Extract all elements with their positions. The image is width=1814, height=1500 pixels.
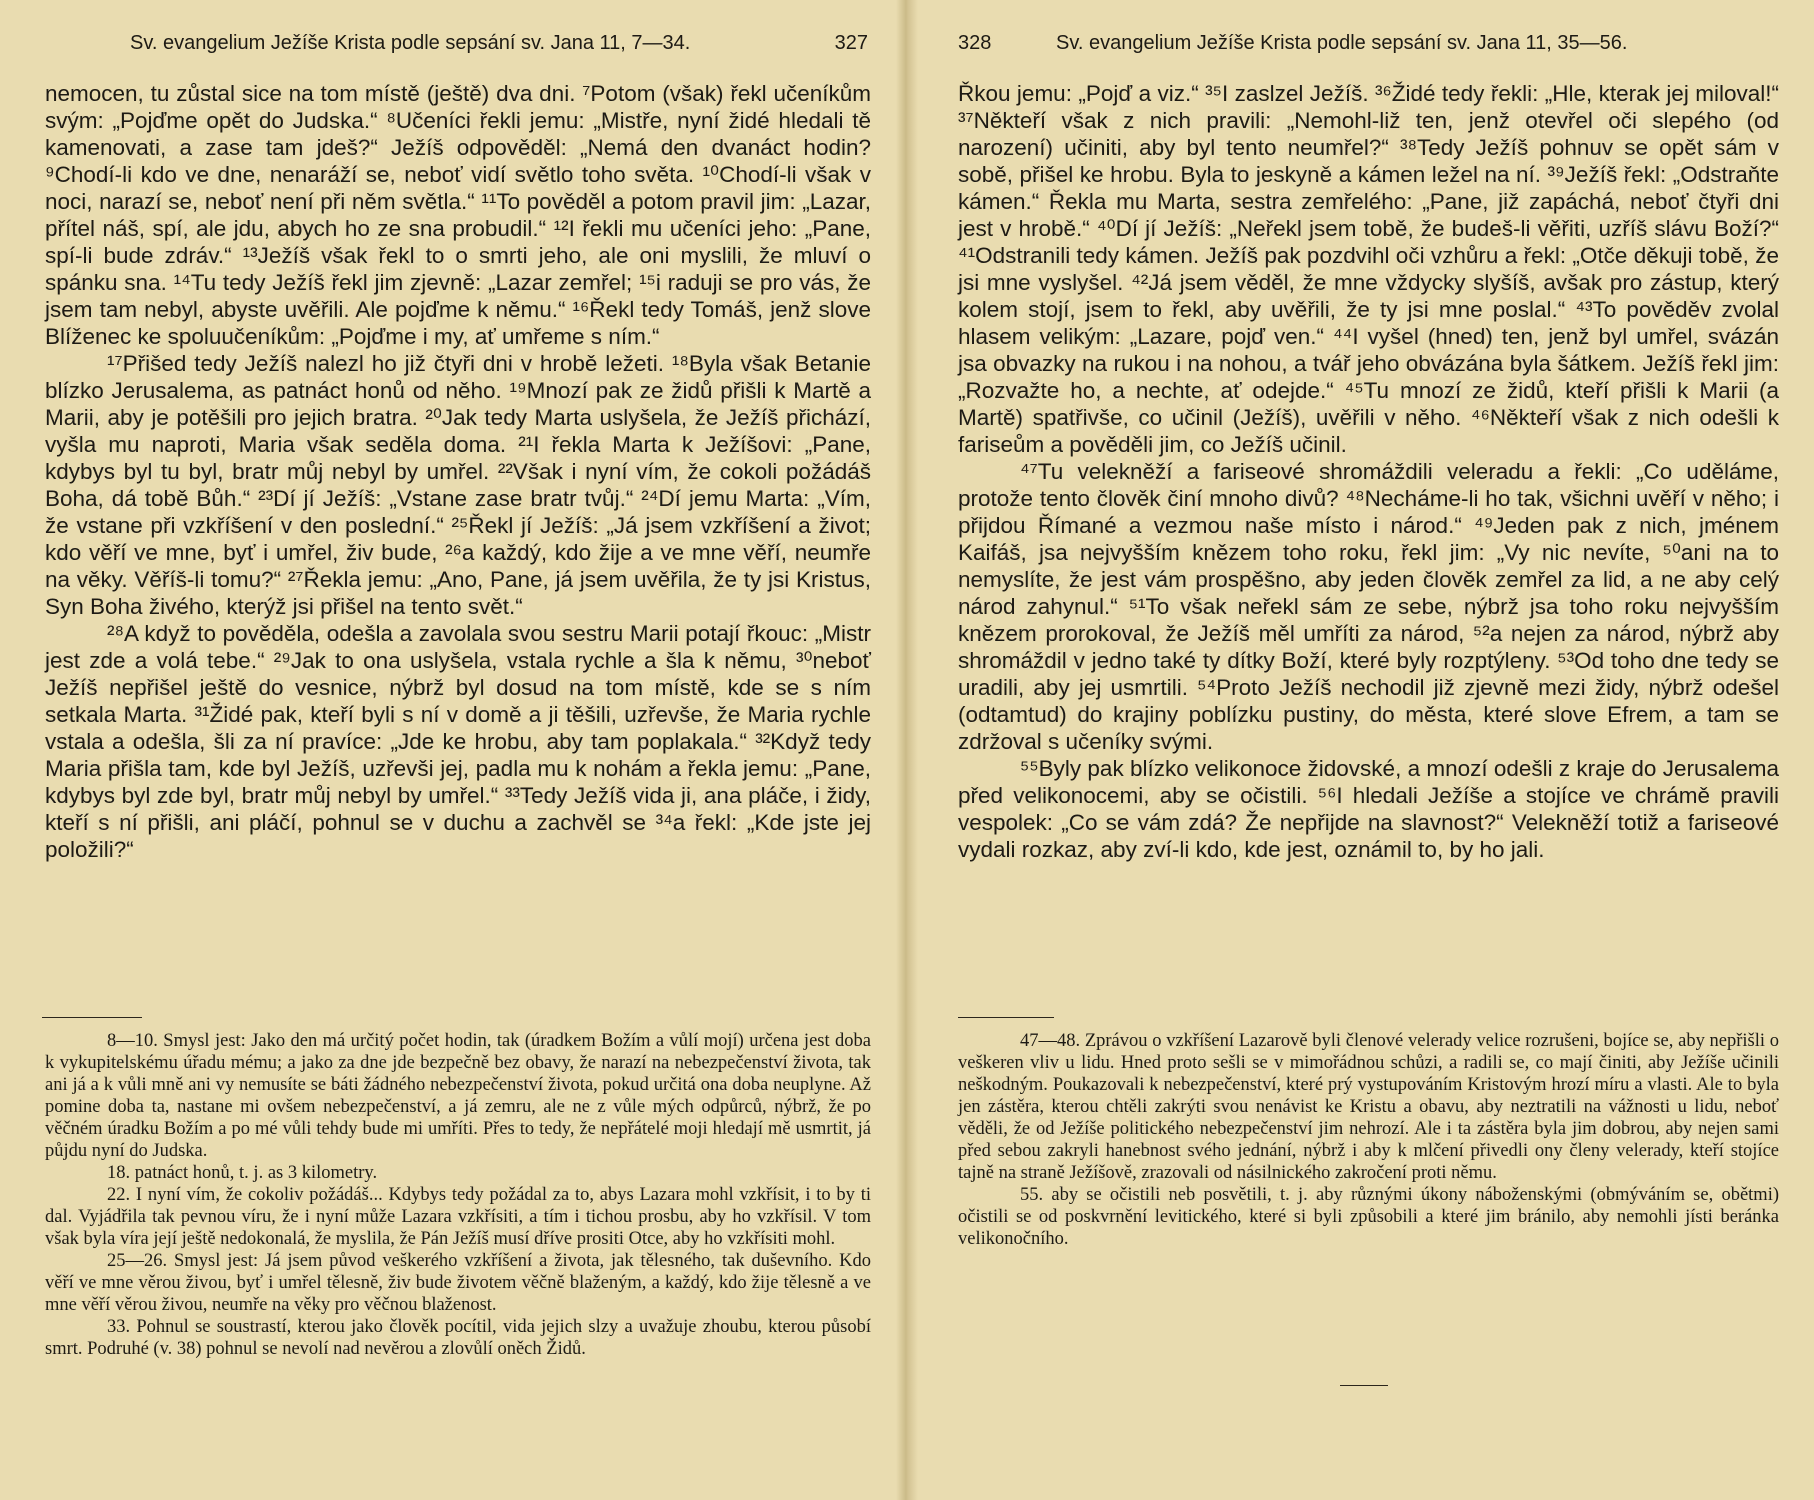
left-footnote: 33. Pohnul se soustrastí, kterou jako člověk pocítil, vida jejich slzy a uvažuje zhoubu, kterou působí smrt. Podruhé (v. 38) pohnul se nevolí nad nevěrou a zlovůlí oněch Židů.	[45, 1317, 871, 1359]
left-header-title: Sv. evangelium Ježíše Krista podle sepsání sv. Jana 11, 7—34.	[130, 32, 691, 54]
left-paragraph: ²⁸A když to pověděla, odešla a zavolala svou sestru Marii potají řkouc: „Mistr jest zde a volá tebe.“ ²⁹Jak to ona uslyšela, vstala rychle a šla k němu, ³⁰neboť Ježíš nepřišel ještě do vesnice, nýbrž byl dosud na tom místě, kde se s ním setkala Marta. ³¹Židé pak, kteří byli s ní v domě a ji těšili, uzřevše, že Maria rychle vstala a odešla, šli za ní pravíce: „Jde ke hrobu, aby tam poplakala.“ ³²Když tedy Maria přišla tam, kde byl Ježíš, uzřevši jej, padla mu k nohám a řekla jemu: „Pane, kdybys byl zde byl, bratr můj nebyl by umřel.“ ³³Tedy Ježíš vida ji, ana pláče, i židy, kteří s ní přišli, ani pláčí, pohnul se v duchu a zachvěl se ³⁴a řekl: „Kde jste jej položili?“	[45, 621, 871, 862]
right-footnote: 55. aby se očistili neb posvětili, t. j. aby různými úkony náboženskými (obmýváním se, obětmi) očistili se od poskvrnění levitického, které si byli způsobili a které jim bránilo, aby nemohli jísti beránka velikonočního.	[958, 1185, 1779, 1249]
left-footnote: 18. patnáct honů, t. j. as 3 kilometry.	[107, 1163, 378, 1183]
right-footnotes	[958, 1030, 1779, 1250]
left-footnote: 25—26. Smysl jest: Já jsem původ veškerého vzkříšení a života, jak tělesného, tak duševního. Kdo věří ve mne věrou živou, byť i umřel tělesně, živ bude životem věčně blaženým, a každý, kdo žije tělesně a ve mne věří věrou živou, neumře na věky pro věčnou blaženost.	[45, 1251, 871, 1315]
left-main-text	[45, 80, 871, 863]
right-end-divider	[1340, 1385, 1388, 1386]
left-paragraph: nemocen, tu zůstal sice na tom místě (ještě) dva dni. ⁷Potom (však) řekl učeníkům svým: „Pojďme opět do Judska.“ ⁸Učeníci řekli jemu: „Mistře, nyní židé hledali tě kamenovati, a zase tam jdeš?“ Ježíš odpověděl: „Nemá den dvanáct hodin? ⁹Chodí-li kdo ve dne, nenaráží se, neboť vidí světlo toho světa. ¹⁰Chodí-li však v noci, narazí se, neboť není při něm světla.“ ¹¹To pověděl a potom pravil jim: „Lazar, přítel náš, spí, ale jdu, abych ho ze sna probudil.“ ¹²I řekli mu učeníci jeho: „Pane, spí-li bude zdráv.“ ¹³Ježíš však řekl to o smrti jeho, ale oni myslili, že mluví o spánku sna. ¹⁴Tu tedy Ježíš řekl jim zjevně: „Lazar zemřel; ¹⁵i raduji se pro vás, že jsem tam nebyl, abyste uvěřili. Ale pojďme k němu.“ ¹⁶Řekl tedy Tomáš, jenž slove Blíženec ke spoluučeníkům: „Pojďme i my, ať umřeme s ním.“	[45, 81, 871, 349]
right-page-number: 328	[958, 32, 992, 54]
left-footnote-divider	[42, 1017, 142, 1018]
left-footnote: 22. I nyní vím, že cokoliv požádáš... Kdybys tedy požádal za to, abys Lazara mohl vzkřísit, i to by ti dal. Vyjádřila tak pevnou víru, že i nyní může Lazara vzkřísiti, a tím i tichou prosbu, aby ho vzkřísil. V tom však byla víra její ještě nedokonalá, že myslila, že Pán Ježíš musí dříve prositi Otce, aby ho vzkřísiti mohl.	[45, 1185, 871, 1249]
right-main-text	[958, 80, 1779, 863]
right-paragraph: ⁴⁷Tu velekněží a fariseové shromáždili veleradu a řekli: „Co uděláme, protože tento člověk činí mnoho divů? ⁴⁸Necháme-li ho tak, všichni uvěří v něho; i přijdou Římané a vezmou naše místo i národ.“ ⁴⁹Jeden pak z nich, jménem Kaifáš, jsa nejvyšším knězem toho roku, řekl jim: „Vy nic nevíte, ⁵⁰ani na to nemyslíte, že jest vám prospěšno, aby jeden člověk zemřel za lid, a ne aby celý národ zahynul.“ ⁵¹To však neřekl sám ze sebe, nýbrž jsa toho roku nejvyšším knězem prorokoval, že Ježíš měl umříti za národ, ⁵²a nejen za národ, nýbrž aby shromáždil v jedno také ty dítky Boží, které byly rozptýleny. ⁵³Od toho dne tedy se uradili, aby jej usmrtili. ⁵⁴Proto Ježíš nechodil již zjevně mezi židy, nýbrž odešel (odtamtud) do krajiny poblízku pustiny, do města, které slove Efrem, a tam se zdržoval s učeníky svými.	[958, 459, 1779, 754]
left-page	[0, 0, 904, 1500]
left-footnote: 8—10. Smysl jest: Jako den má určitý počet hodin, tak (úradkem Božím a vůlí mojí) určena jest doba k vykupitelskému úřadu mému; a jako za dne jde bezpečně bez obavy, že narazí na nebezpečenství života, tak ani já a k vůli mně ani vy nemusíte se báti žádného nebezpečenství života, pokud určitá ona doba neuplyne. Až pomine doba ta, nastane mi ovšem nebezpečenství, a já zemru, ale ne z vůle mých odpůrců, nýbrž, že po věčném úradku Božím a po mé vůli tehdy bude mi umříti. Přes to tedy, že nepřátelé moji hledají mě usmrtit, já půjdu nyní do Judska.	[45, 1031, 871, 1161]
right-footnote-divider	[958, 1017, 1054, 1018]
book-gutter	[896, 0, 918, 1500]
right-page	[910, 0, 1814, 1500]
right-paragraph: Řkou jemu: „Pojď a viz.“ ³⁵I zaslzel Ježíš. ³⁶Židé tedy řekli: „Hle, kterak jej miloval!“ ³⁷Někteří však z nich pravili: „Nemohl-liž ten, jenž otevřel oči slepého (od narození) učiniti, aby byl tento neumřel?“ ³⁸Tedy Ježíš pohnuv se opět sám v sobě, přišel ke hrobu. Byla to jeskyně a kámen ležel na ní. ³⁹Ježíš řekl: „Odstraňte kámen.“ Řekla mu Marta, sestra zemřelého: „Pane, již zapáchá, neboť čtyři dni jest v hrobě.“ ⁴⁰Dí jí Ježíš: „Neřekl jsem tobě, že budeš-li věřiti, uzříš slávu Boží?“ ⁴¹Odstranili tedy kámen. Ježíš pak pozdvihl oči vzhůru a řekl: „Otče děkuji tobě, že jsi mne vyslyšel. ⁴²Já jsem věděl, že mne vždycky slyšíš, avšak pro zástup, který kolem stojí, jsem to řekl, aby uvěřili, že ty jsi mne poslal.“ ⁴³To pověděv zvolal hlasem velikým: „Lazare, pojď ven.“ ⁴⁴I vyšel (hned) ten, jenž byl umřel, svázán jsa obvazky na rukou i na nohou, a tvář jeho obvázána byla šátkem. Ježíš řekl jim: „Rozvažte ho, a nechte, ať odejde.“ ⁴⁵Tu mnozí ze židů, kteří přišli k Marii (a Martě) spatřivše, co učinil (Ježíš), uvěřili v něho. ⁴⁶Někteří však z nich odešli k fariseům a pověděli jim, co Ježíš učinil.	[958, 81, 1779, 457]
left-footnotes	[45, 1030, 871, 1360]
right-header-title: Sv. evangelium Ježíše Krista podle sepsání sv. Jana 11, 35—56.	[1056, 32, 1628, 54]
left-running-header	[130, 30, 868, 56]
left-page-number: 327	[834, 32, 868, 54]
right-running-header	[958, 30, 1698, 56]
left-paragraph: ¹⁷Přišed tedy Ježíš nalezl ho již čtyři dni v hrobě ležeti. ¹⁸Byla však Betanie blízko Jerusalema, as patnáct honů od něho. ¹⁹Mnozí pak ze židů přišli k Martě a Marii, aby je potěšili pro jejich bratra. ²⁰Jak tedy Marta uslyšela, že Ježíš přichází, vyšla mu naproti, Maria však seděla doma. ²¹I řekla Marta k Ježíšovi: „Pane, kdybys byl tu byl, bratr můj nebyl by umřel. ²²Však i nyní vím, že cokoli požádáš Boha, dá tobě Bůh.“ ²³Dí jí Ježíš: „Vstane zase bratr tvůj.“ ²⁴Dí jemu Marta: „Vím, že vstane při vzkříšení v den poslední.“ ²⁵Řekl jí Ježíš: „Já jsem vzkříšení a život; kdo věří ve mne, byť i umřel, živ bude, ²⁶a každý, kdo žije a ve mne věří, neumře na věky. Věříš-li tomu?“ ²⁷Řekla jemu: „Ano, Pane, já jsem uvěřila, že ty jsi Kristus, Syn Boha živého, kterýž jsi přišel na tento svět.“	[45, 351, 871, 619]
right-footnote: 47—48. Zprávou o vzkříšení Lazarově byli členové velerady velice rozrušeni, bojíce se, aby nepřišli o veškeren vliv u lidu. Hned proto sešli se v mimořádnou schůzi, a radili se, co mají činiti, aby Ježíše učinili neškodným. Poukazovali k nebezpečenství, které prý vystupováním Kristovým hrozí míru a vlasti. Ale to byla jen zástěra, kterou chtěli zakrýti svou nenávist ke Kristu a obavu, aby neztratili na vážnosti u lidu, neboť věděli, že od Ježíše politického nebezpečenství jim nehrozí. Ale i ta zástěra byla jim dobrou, aby nejen sami před sebou zakryli hanebnost svého jednání, nýbrž i aby k mlčení přivedli ony členy velerady, kteří stojíce tajně na straně Ježíšově, zrazovali od násilnického zakročení proti němu.	[958, 1031, 1779, 1183]
right-paragraph: ⁵⁵Byly pak blízko velikonoce židovské, a mnozí odešli z kraje do Jerusalema před velikonocemi, aby se očistili. ⁵⁶I hledali Ježíše a stojíce ve chrámě pravili vespolek: „Co se vám zdá? Že nepřijde na slavnost?“ Velekněží totiž a fariseové vydali rozkaz, aby zví-li kdo, kde jest, oznámil to, by ho jali.	[958, 756, 1780, 862]
